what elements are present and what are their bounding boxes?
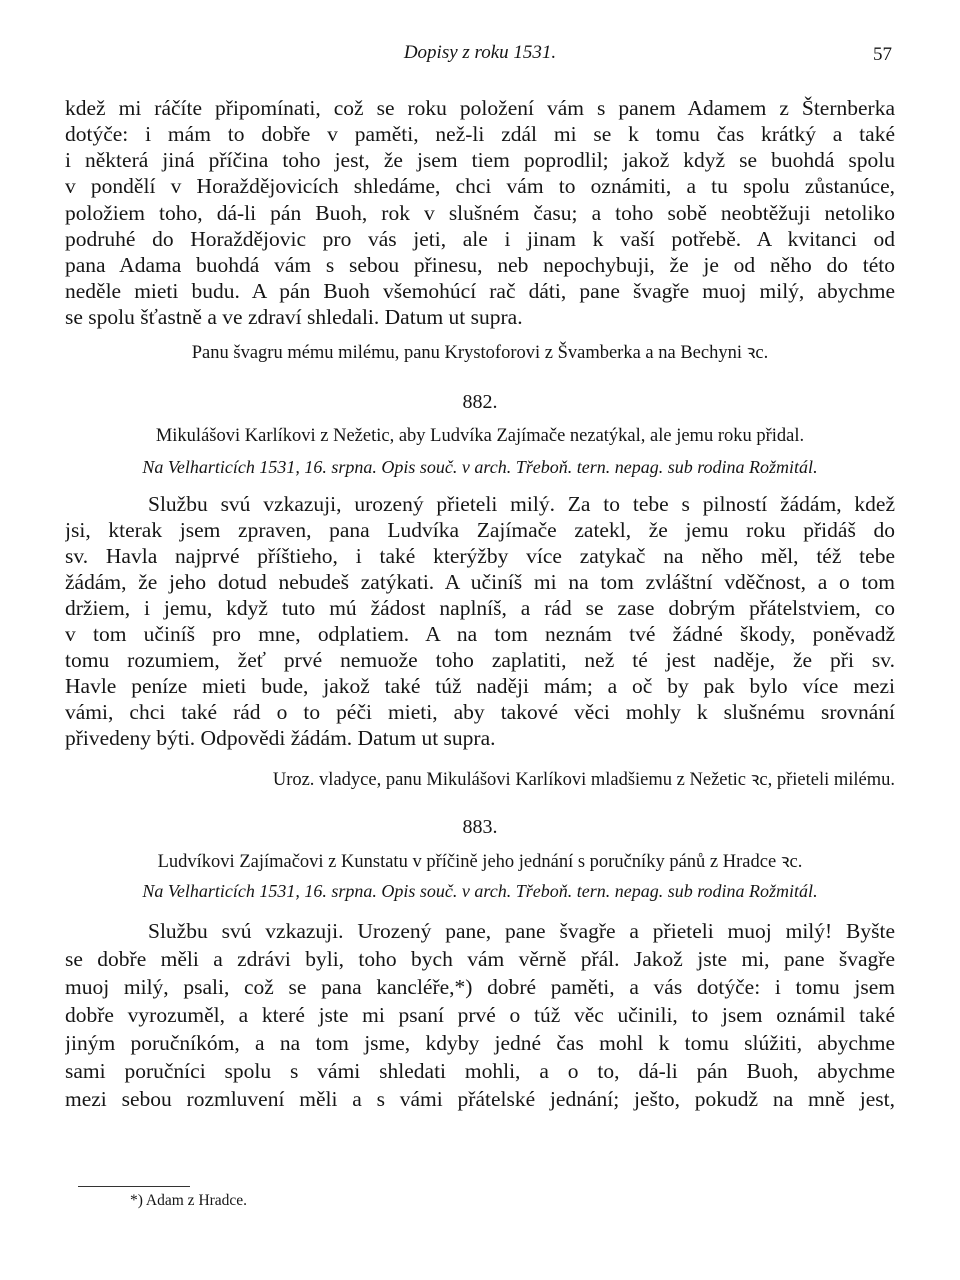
letter-address: Uroz. vladyce, panu Mikulášovi Karlíkovi mladšiemu z Nežetic ꝛc, přieteli milému. [272, 770, 895, 790]
paragraph-line: Havle peníze mieti bude, jakož také túž naději mám; a oč by pak bylo více mezi [65, 674, 895, 698]
letter-heading: Mikulášovi Karlíkovi z Nežetic, aby Ludvíka Zajímače nezatýkal, ale jemu roku přidal. [155, 426, 805, 446]
running-header-title: Dopisy z roku 1531. [403, 42, 557, 63]
paragraph-line: i některá jiná příčina toho jest, že jsem tiem poprodlil; jakož když se buohdá spolu [65, 148, 895, 172]
paragraph-line: neděle mieti budu. A pán Buoh všemohúcí rač dáti, pane švagře muoj milý, abychme [65, 279, 895, 303]
paragraph-line: se dobře měli a zdrávi byli, toho bych vám věrně přál. Jakož jste mi, pane švagře [65, 947, 895, 971]
paragraph-line: držiem, i jemu, když tuto mú žádost naplníš, a rád se zase dobrým přátelstviem, co [65, 596, 895, 620]
letter-source-note: Na Velharticích 1531, 16. srpna. Opis souč. v arch. Třeboň. tern. nepag. sub rodina Rožmitál. [142, 457, 818, 477]
paragraph-line: muoj milý, psali, což se pana kancléře,*) dobré paměti, a vás dotýče: i tomu jsem [65, 975, 895, 999]
paragraph-line: sami poručníci spolu s vámi shledati mohli, a o to, dá-li pán Buoh, abychme [65, 1059, 895, 1083]
paragraph-line: položiem toho, dá-li pán Buoh, rok v slušném času; a toho sobě neobtěžuji netoliko [65, 201, 895, 225]
paragraph-line: vámi, chci také rád o to péči mieti, aby takové věci mohly k slušnému srovnání [65, 700, 895, 724]
page-number: 57 [873, 44, 892, 65]
paragraph-line: se spolu šťastně a ve zdraví shledali. Datum ut supra. [65, 305, 523, 329]
paragraph-line: podruhé do Horaždějovic pro vás jeti, ale i jinam k vaší potřebě. A kvitanci od [65, 227, 895, 251]
paragraph-line: mezi sebou rozmluvení měli a s vámi přátelské jednání; ješto, pokudž na mně jest, [65, 1087, 895, 1111]
paragraph-line: Službu svú vzkazuji. Urozený pane, pane švagře a přieteli muoj milý! Byšte [148, 919, 895, 943]
paragraph-line: dobře vyrozuměl, a které jste mi psaní prvé o túž věc učinili, to jsem oznámil také [65, 1003, 895, 1027]
paragraph-line: sv. Havla najprvé příštieho, i také kterýžby více zatykač na něho měl, též tebe [65, 544, 895, 568]
letter-number: 883. [462, 816, 498, 838]
paragraph-line: Službu svú vzkazuji, urozený přieteli milý. Za to tebe s pilností žádám, kdež [148, 492, 895, 516]
footnote: *) Adam z Hradce. [130, 1192, 248, 1209]
paragraph-line: žádám, že jeho dotud nebudeš zatýkati. A učiníš mi na tom zvláštní vděčnost, a o tom [65, 570, 895, 594]
paragraph-line: tomu rozumiem, žeť prvé nemuože toho zaplatiti, než té jest naděje, že při sv. [65, 648, 895, 672]
letter-heading: Ludvíkovi Zajímačovi z Kunstatu v příčině jeho jednání s poručníky pánů z Hradce ꝛc. [157, 852, 803, 872]
letter-number: 882. [462, 391, 498, 413]
paragraph-line: dotýče: i mám to dobře v paměti, než-li zdál mi se k tomu čas krátký a také [65, 122, 895, 146]
paragraph-line: kdež mi ráčíte připomínati, což se roku položení vám s panem Adamem z Šternberka [65, 96, 895, 120]
paragraph-line: v pondělí v Horaždějovicích shledáme, chci vám to oznámiti, a tu spolu zůstanúce, [65, 174, 895, 198]
paragraph-line: v tom učiníš pro mne, odplatiem. A na tom neznám tvé žádné škody, poněvadž [65, 622, 895, 646]
paragraph-line: jsi, kterak jsem zpraven, pana Ludvíka Zajímače zatekl, že jemu roku přidáš do [65, 518, 895, 542]
paragraph-line: jiným poručníkóm, a na tom jsme, kdyby jedné čas mohl k tomu slúžiti, abychme [65, 1031, 895, 1055]
footnote-rule [78, 1186, 190, 1187]
paragraph-line: pana Adama buohdá vám s sebou přinesu, neb nepochybuji, že je od něho do této [65, 253, 895, 277]
letter-source-note: Na Velharticích 1531, 16. srpna. Opis souč. v arch. Třeboň. tern. nepag. sub rodina Rožmitál. [142, 881, 818, 901]
letter-address: Panu švagru mému milému, panu Krystoforovi z Švamberka a na Bechyni ꝛc. [191, 343, 769, 363]
paragraph-line: přivedeny býti. Odpovědi žádám. Datum ut supra. [65, 726, 496, 750]
